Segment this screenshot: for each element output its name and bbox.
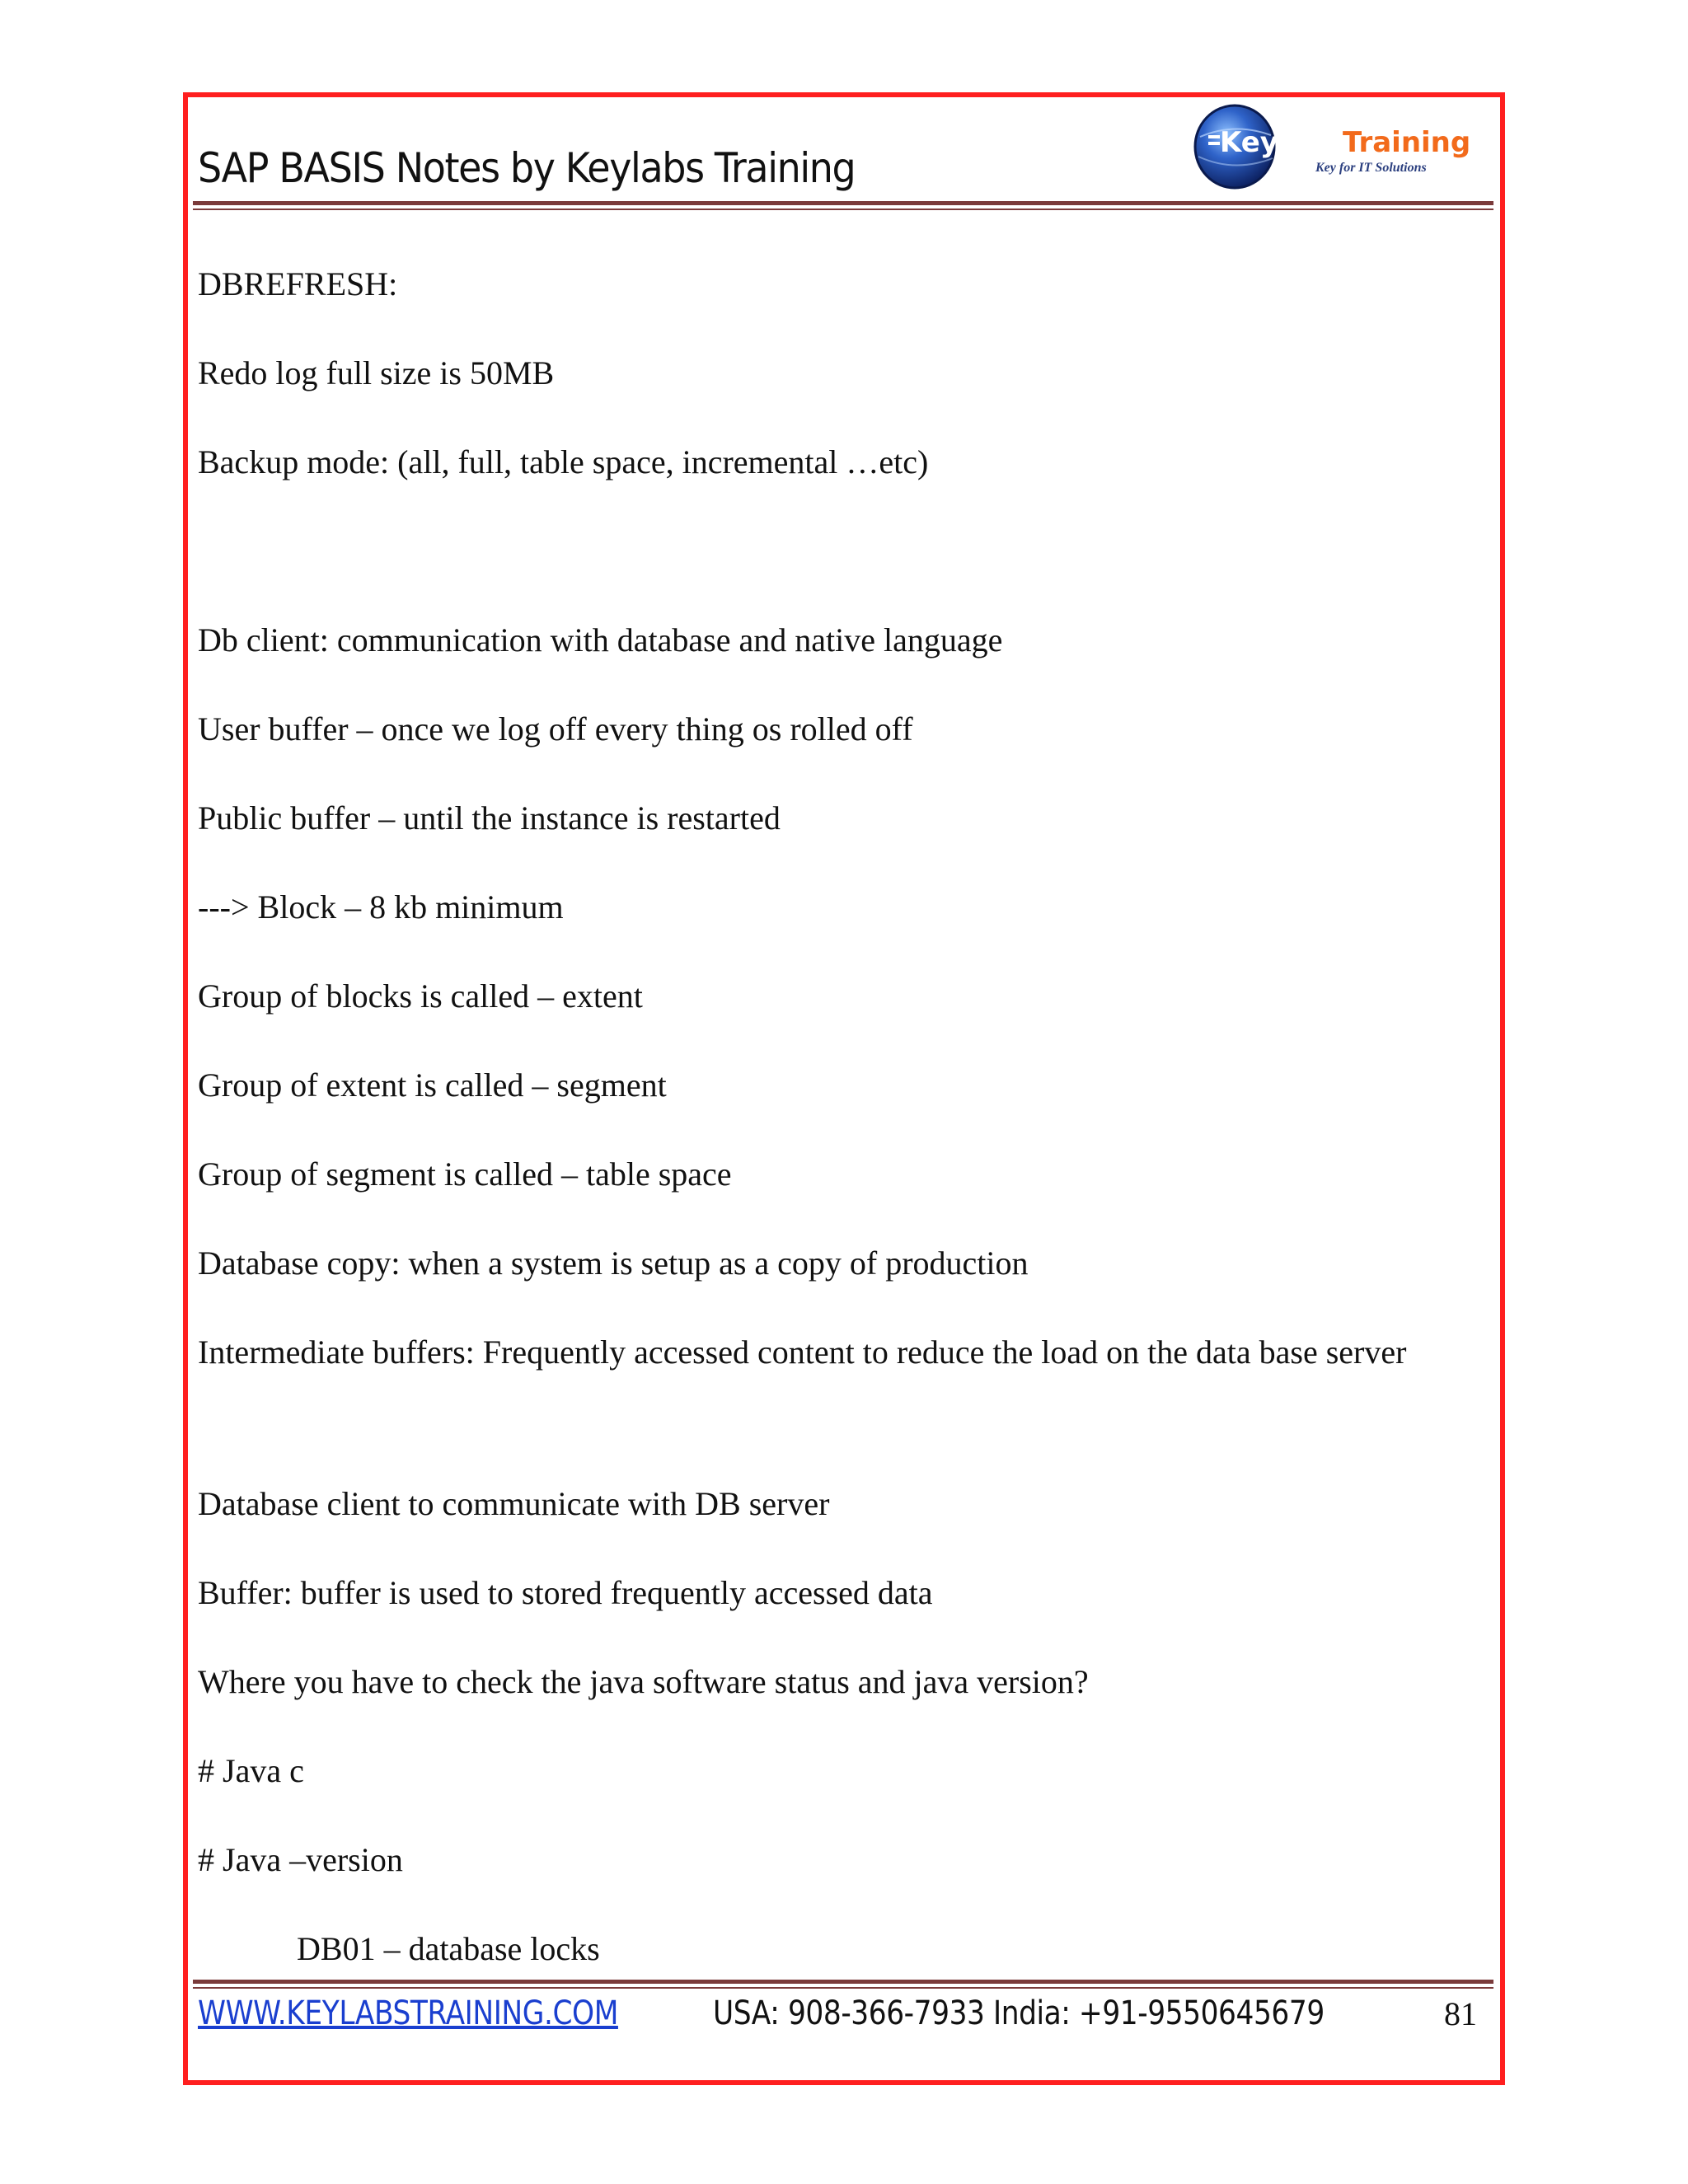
text-line: Database client to communicate with DB server bbox=[198, 1485, 830, 1522]
text-line: Group of blocks is called – extent bbox=[198, 977, 643, 1015]
logo-tagline: Key for IT Solutions bbox=[1315, 161, 1427, 175]
text-line: # Java –version bbox=[198, 1841, 403, 1878]
logo-name-part2: Training bbox=[1343, 126, 1471, 159]
website-link[interactable]: WWW.KEYLABSTRAINING.COM bbox=[198, 1994, 618, 2032]
text-line: Where you have to check the java software status and java version? bbox=[198, 1663, 1089, 1700]
text-line: # Java c bbox=[198, 1752, 304, 1789]
text-line: User buffer – once we log off every thing os rolled off bbox=[198, 710, 913, 748]
header-rule bbox=[193, 201, 1493, 205]
text-line: DBREFRESH: bbox=[198, 265, 398, 302]
text-line: Db client: communication with database and native language bbox=[198, 621, 1003, 658]
keylabs-logo bbox=[1192, 97, 1471, 192]
text-line: Redo log full size is 50MB bbox=[198, 354, 555, 391]
text-line: ---> Block – 8 kb minimum bbox=[198, 888, 564, 926]
header-rule-thin bbox=[193, 209, 1493, 210]
text-line: Buffer: buffer is used to stored frequently accessed data bbox=[198, 1574, 933, 1611]
contact-phones: USA: 908-366-7933 India: +91-9550645679 bbox=[713, 1994, 1325, 2032]
text-line: DB01 – database locks bbox=[297, 1930, 600, 1967]
text-line: Backup mode: (all, full, table space, incremental …etc) bbox=[198, 443, 929, 480]
page-title: SAP BASIS Notes by Keylabs Training bbox=[198, 144, 856, 192]
footer-rule-thin bbox=[193, 1987, 1493, 1989]
text-line: Group of extent is called – segment bbox=[198, 1066, 667, 1104]
text-line: Database copy: when a system is setup as a copy of production bbox=[198, 1244, 1029, 1282]
text-line: Public buffer – until the instance is restarted bbox=[198, 799, 781, 837]
text-paragraph: Intermediate buffers: Frequently accessed content to reduce the load on the data base server bbox=[198, 1333, 1407, 1371]
text-line: Group of segment is called – table space bbox=[198, 1155, 732, 1193]
footer-rule bbox=[193, 1980, 1493, 1984]
page-number: 81 bbox=[1444, 1995, 1477, 2032]
logo-name-part1: Keylabs bbox=[1220, 126, 1344, 159]
